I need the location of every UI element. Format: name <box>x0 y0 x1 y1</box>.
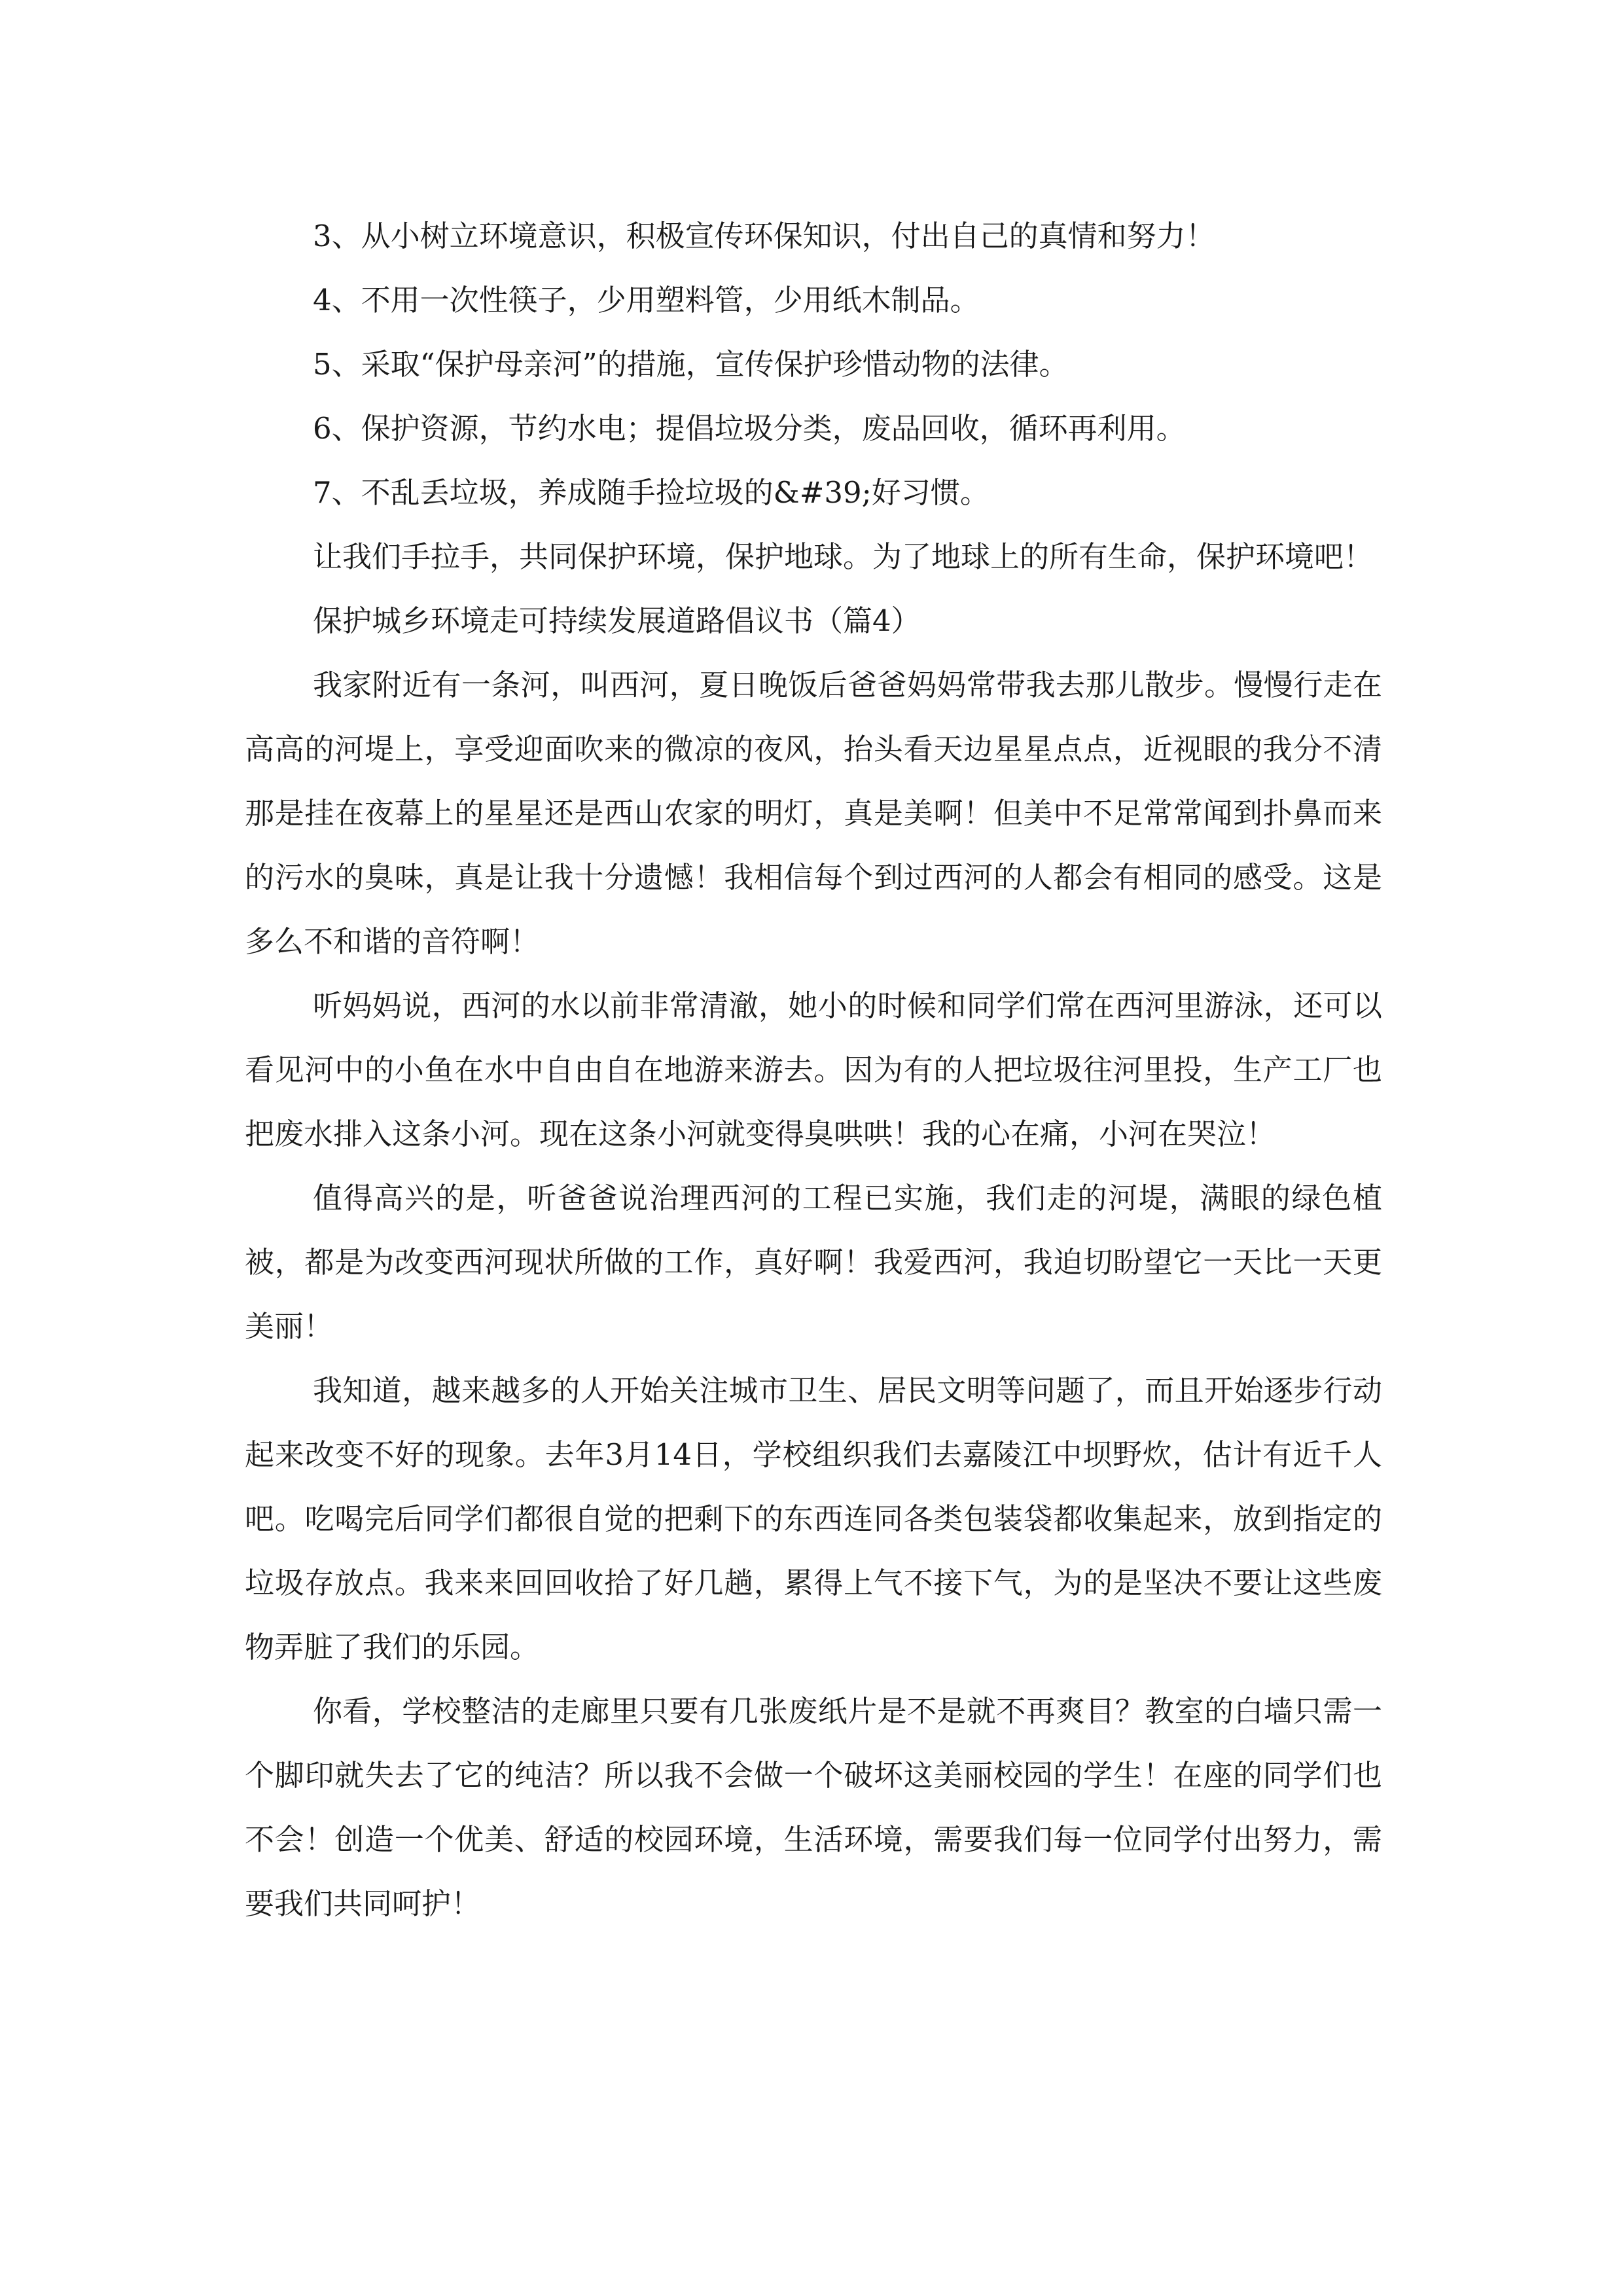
list-item-6: 6、保护资源，节约水电；提倡垃圾分类，废品回收，循环再利用。 <box>313 411 1186 446</box>
document-body <box>245 204 1382 1936</box>
paragraph-1: 我家附近有一条河，叫西河，夏日晚饭后爸爸妈妈常带我去那儿散步。慢慢行走在高高的河堤上，享受迎面吹来的微凉的夜风，抬头看天边星星点点，近视眼的我分不清那是挂在夜幕上的星星还是西山农家的明灯，真是美啊！但美中不足常常闻到扑鼻而来的污水的臭味，真是让我十分遗憾！我相信每个到过西河的人都会有相同的感受。这是多么不和谐的音符啊！ <box>245 668 1382 959</box>
list-item-7: 7、不乱丢垃圾，养成随手捡垃圾的&#39;好习惯。 <box>313 475 990 510</box>
paragraph-2: 听妈妈说，西河的水以前非常清澈，她小的时候和同学们常在西河里游泳，还可以看见河中的小鱼在水中自由自在地游来游去。因为有的人把垃圾往河里投，生产工厂也把废水排入这条小河。现在这条小河就变得臭哄哄！我的心在痛，小河在哭泣！ <box>245 988 1382 1151</box>
list-item-4: 4、不用一次性筷子，少用塑料管，少用纸木制品。 <box>313 283 980 317</box>
paragraph-3: 值得高兴的是，听爸爸说治理西河的工程已实施，我们走的河堤，满眼的绿色植被，都是为改变西河现状所做的工作，真好啊！我爱西河，我迫切盼望它一天比一天更美丽！ <box>245 1181 1382 1344</box>
closing-paragraph: 让我们手拉手，共同保护环境，保护地球。为了地球上的所有生命，保护环境吧！ <box>313 539 1374 574</box>
list-item-5: 5、采取“保护母亲河”的措施，宣传保护珍惜动物的法律。 <box>313 347 1069 382</box>
list-item-3: 3、从小树立环境意识，积极宣传环保知识，付出自己的真情和努力！ <box>313 219 1215 253</box>
section-title: 保护城乡环境走可持续发展道路倡议书（篇4） <box>313 603 921 638</box>
paragraph-4: 我知道，越来越多的人开始关注城市卫生、居民文明等问题了，而且开始逐步行动起来改变不好的现象。去年3月14日，学校组织我们去嘉陵江中坝野炊，估计有近千人吧。吃喝完后同学们都很自觉的把剩下的东西连同各类包装袋都收集起来，放到指定的垃圾存放点。我来来回回收拾了好几趟，累得上气不接下气，为的是坚决不要让这些废物弄脏了我们的乐园。 <box>245 1373 1382 1664</box>
paragraph-5: 你看，学校整洁的走廊里只要有几张废纸片是不是就不再爽目？教室的白墙只需一个脚印就失去了它的纯洁？所以我不会做一个破坏这美丽校园的学生！在座的同学们也不会！创造一个优美、舒适的校园环境，生活环境，需要我们每一位同学付出努力，需要我们共同呵护！ <box>245 1694 1382 1921</box>
